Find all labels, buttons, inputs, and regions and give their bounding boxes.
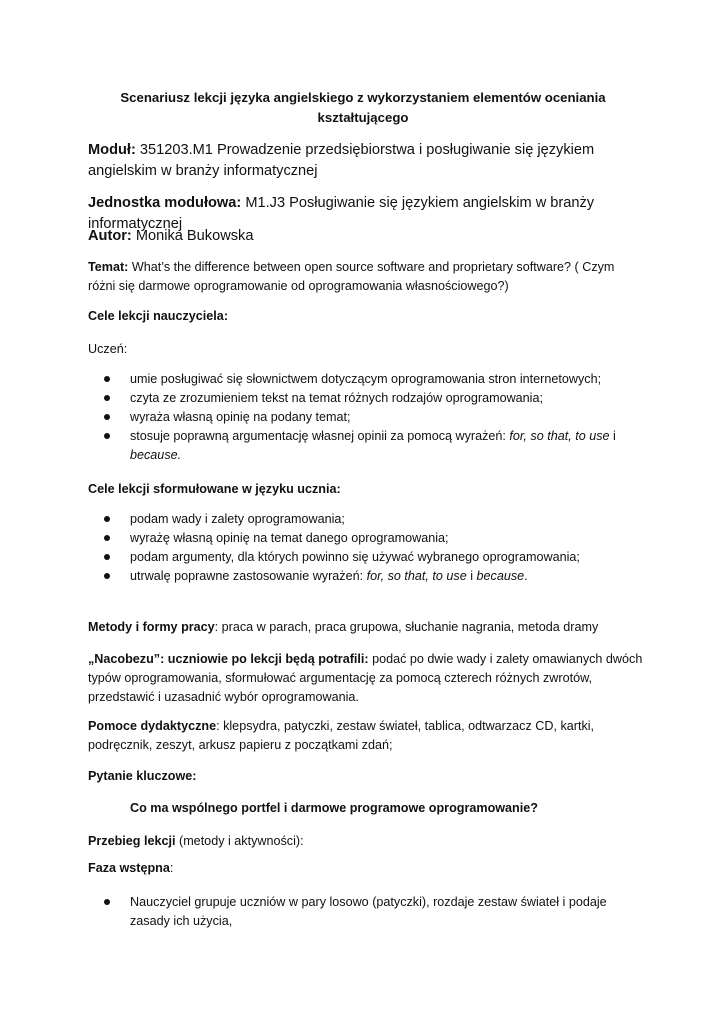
- methods-label: Metody i formy pracy: [88, 620, 215, 634]
- module-text: 351203.M1 Prowadzenie przedsiębiorstwa i posługiwanie się językiem angielskim w branży informatycznej: [88, 142, 595, 179]
- bullet-icon: [104, 376, 110, 382]
- list-item: utrwalę poprawne zastosowanie wyrażeń: for, so that, to use i because.: [88, 567, 643, 586]
- bullet-icon: [104, 414, 110, 420]
- list-item: wyraża własną opinię na podany temat;: [88, 408, 643, 427]
- list-item: podam argumenty, dla których powinno się używać wybranego oprogramowania;: [88, 548, 643, 567]
- author-text: Monika Bukowska: [131, 228, 254, 244]
- teaching-aids-text: : klepsydra, patyczki, zestaw świateł, tablica, odtwarzacz CD, kartki, podręcznik, zeszyt, arkusz papieru z początkami zdań;: [88, 719, 595, 752]
- intro-phase-text: :: [169, 861, 174, 875]
- nacobezu-label: „Nacobezu”: uczniowie po lekcji będą potrafili:: [88, 652, 369, 666]
- teaching-aids-paragraph: [88, 717, 643, 755]
- methods-line: [88, 618, 643, 637]
- key-question: Co ma wspólnego portfel i darmowe programowe oprogramowanie?: [130, 801, 538, 815]
- list-item: podam wady i zalety oprogramowania;: [88, 510, 643, 529]
- author-line: [88, 226, 643, 247]
- module-line: [88, 140, 643, 182]
- methods-text: : praca w parach, praca grupowa, słuchanie nagrania, metoda dramy: [214, 620, 599, 634]
- intro-phase-list: [88, 893, 643, 931]
- document-title: Scenariusz lekcji języka angielskiego z wykorzystaniem elementów oceniania kształtującego: [120, 90, 606, 125]
- bullet-icon: [104, 433, 110, 439]
- teacher-goals-list: [88, 370, 643, 465]
- topic-label: Temat:: [88, 260, 129, 274]
- student-lead: Uczeń:: [88, 342, 128, 356]
- teacher-goals-heading: Cele lekcji nauczyciela:: [88, 309, 229, 323]
- module-label: Moduł:: [88, 142, 136, 158]
- bullet-icon: [104, 573, 110, 579]
- student-goals-list: [88, 510, 643, 586]
- list-item: umie posługiwać się słownictwem dotyczącym oprogramowania stron internetowych;: [88, 370, 643, 389]
- student-goals-heading: Cele lekcji sformułowane w języku ucznia:: [88, 482, 341, 496]
- bullet-icon: [104, 535, 110, 541]
- teaching-aids-label: Pomoce dydaktyczne: [88, 719, 217, 733]
- bullet-icon: [104, 554, 110, 560]
- intro-phase-line: [88, 859, 643, 878]
- unit-label: Jednostka modułowa:: [88, 195, 242, 211]
- lesson-flow-line: [88, 832, 643, 851]
- lesson-flow-text: (metody i aktywności):: [175, 834, 304, 848]
- list-item: wyrażę własną opinię na temat danego oprogramowania;: [88, 529, 643, 548]
- bullet-icon: [104, 395, 110, 401]
- unit-text: M1.J3 Posługiwanie się językiem angielskim w branży informatycznej: [88, 195, 595, 232]
- topic-line: [88, 258, 643, 296]
- nacobezu-text: podać po dwie wady i zalety omawianych dwóch typów oprogramowania, sformułować argumentację za pomocą czterech różnych zwrotów, przedstawić i uzasadnić wybór oprogramowania.: [88, 652, 643, 704]
- list-item: czyta ze zrozumieniem tekst na temat różnych rodzajów oprogramowania;: [88, 389, 643, 408]
- lesson-flow-label: Przebieg lekcji: [88, 834, 176, 848]
- author-label: Autor:: [88, 228, 132, 244]
- intro-phase-label: Faza wstępna: [88, 861, 170, 875]
- bullet-icon: [104, 516, 110, 522]
- list-item: Nauczyciel grupuje uczniów w pary losowo (patyczki), rozdaje zestaw świateł i podaje zasady ich użycia,: [88, 893, 643, 931]
- list-item: stosuje poprawną argumentację własnej opinii za pomocą wyrażeń: for, so that, to use i because.: [88, 427, 643, 465]
- key-question-heading: Pytanie kluczowe:: [88, 769, 197, 783]
- bullet-icon: [104, 899, 110, 905]
- nacobezu-paragraph: [88, 650, 643, 707]
- topic-text: What’s the difference between open source software and proprietary software? ( Czym różni się darmowe oprogramowanie od oprogramowania własnościowego?): [88, 260, 615, 293]
